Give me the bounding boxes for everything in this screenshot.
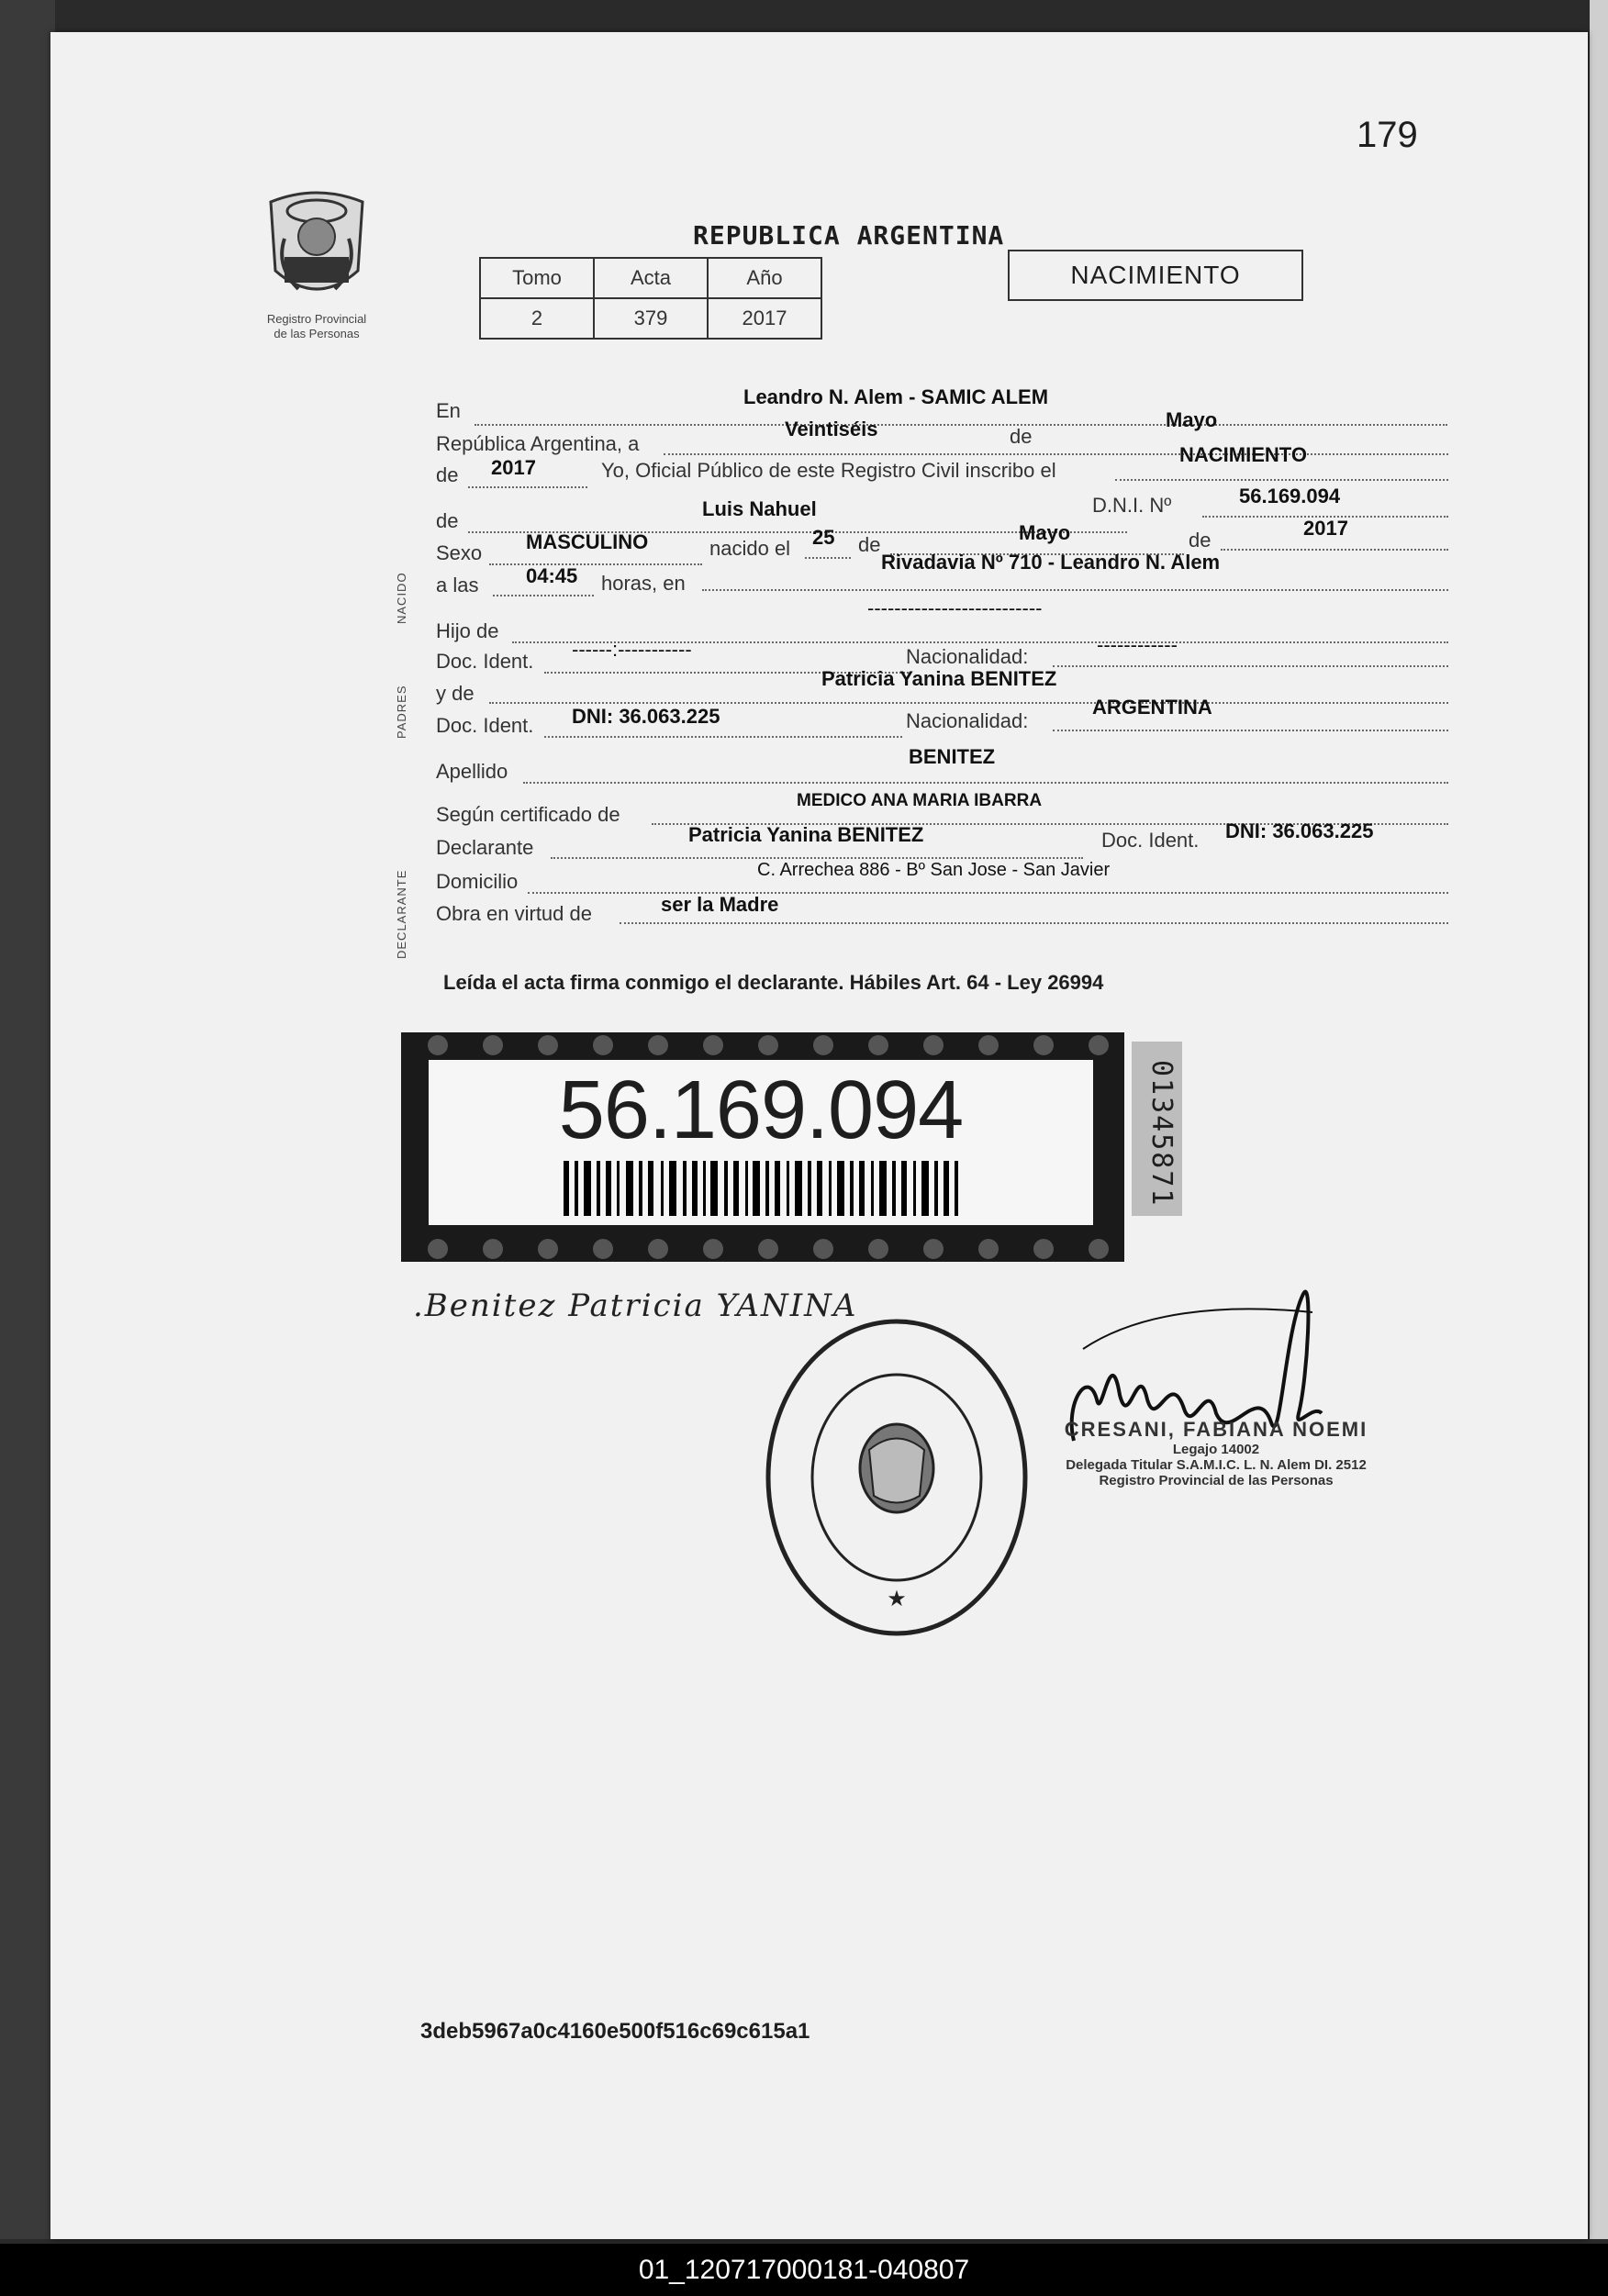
official-seal-icon <box>759 1312 1034 1643</box>
label-doc-ident: Doc. Ident. <box>436 714 534 737</box>
value-day-words: Veintiséis <box>785 418 878 440</box>
value-father-nationality: ------------ <box>1097 633 1178 656</box>
label-certificado: Según certificado de <box>436 803 620 826</box>
dotted-line <box>551 855 1083 859</box>
dotted-line <box>489 562 702 565</box>
label-doc-ident: Doc. Ident. <box>436 650 534 673</box>
svg-text:★: ★ <box>887 1586 907 1611</box>
label-de: de <box>1010 425 1033 448</box>
official-title: Delegada Titular S.A.M.I.C. L. N. Alem DI. 2512 <box>1066 1457 1367 1473</box>
dotted-line <box>1221 547 1448 551</box>
scan-footer-id: 01_120717000181-040807 <box>0 2244 1608 2296</box>
value-certificate: MEDICO ANA MARIA IBARRA <box>797 791 1043 810</box>
label-sexo: Sexo <box>436 541 483 564</box>
ref-value-tomo: 2 <box>480 298 594 339</box>
record-type-box: NACIMIENTO <box>1008 250 1303 301</box>
label-nacido: nacido el <box>709 537 791 560</box>
registry-crest <box>220 184 413 341</box>
value-birth-day: 25 <box>812 526 835 549</box>
label-apellido: Apellido <box>436 760 508 783</box>
value-capacity: ser la Madre <box>661 893 779 916</box>
value-address: C. Arrechea 886 - Bº San Jose - San Javier <box>757 860 1111 880</box>
label-dni: D.N.I. Nº <box>1092 494 1172 517</box>
value-mother-doc: DNI: 36.063.225 <box>572 705 720 728</box>
label-de: de <box>858 533 881 556</box>
value-mother-name: Patricia Yanina BENITEZ <box>821 667 1057 690</box>
label-y-de: y de <box>436 682 475 705</box>
value-mother-nationality: ARGENTINA <box>1092 696 1212 719</box>
ref-header-acta: Acta <box>594 258 708 298</box>
scan-background-left <box>0 0 55 2239</box>
crest-caption-line2: de las Personas <box>274 327 360 340</box>
value-birth-year: 2017 <box>1303 517 1348 540</box>
official-file-number: Legajo 14002 <box>1172 1442 1260 1457</box>
label-hijo: Hijo de <box>436 619 499 642</box>
value-birth-month: Mayo <box>1019 521 1071 544</box>
closing-text: Leída el acta firma conmigo el declarante. Hábiles Art. 64 - Ley 26994 <box>443 971 1104 994</box>
ref-header-tomo: Tomo <box>480 258 594 298</box>
label-en: En <box>436 399 461 422</box>
dotted-line <box>489 700 1448 704</box>
dotted-line <box>544 734 902 738</box>
dotted-line <box>1053 663 1448 667</box>
dotted-line <box>468 485 587 488</box>
dotted-line <box>493 593 594 596</box>
value-surname: BENITEZ <box>909 745 996 768</box>
value-act-type: NACIMIENTO <box>1179 443 1307 466</box>
dotted-line <box>1053 728 1448 731</box>
label-obra: Obra en virtud de <box>436 902 592 925</box>
stamp-serial-number: 01345871 <box>1145 1060 1178 1208</box>
dotted-line <box>475 422 1447 426</box>
side-label-declarant: DECLARANTE <box>395 869 408 959</box>
label-official-text: Yo, Oficial Público de este Registro Civil inscribo el <box>601 459 1056 482</box>
side-label-born: NACIDO <box>395 572 408 624</box>
dotted-line <box>523 780 1448 784</box>
stamp-inner-panel <box>429 1060 1093 1225</box>
label-de: de <box>436 509 459 532</box>
value-father-name: -------------------------- <box>867 596 1043 619</box>
ref-value-anio: 2017 <box>708 298 821 339</box>
label-de: de <box>436 463 459 486</box>
value-place: Leandro N. Alem - SAMIC ALEM <box>743 385 1049 408</box>
stamp-id-number: 56.169.094 <box>558 1064 964 1156</box>
barcode-icon <box>564 1161 958 1216</box>
document-title: REPUBLICA ARGENTINA <box>693 220 1005 251</box>
handwritten-name: .Benitez Patricia YANINA <box>413 1287 858 1324</box>
reference-table <box>479 257 822 340</box>
side-label-parents: PADRES <box>395 685 408 739</box>
label-nacionalidad: Nacionalidad: <box>906 709 1029 732</box>
scan-background-right <box>1590 0 1608 2239</box>
label-declarante: Declarante <box>436 836 534 859</box>
value-month: Mayo <box>1166 408 1218 431</box>
official-stamp-block <box>1033 1418 1400 1488</box>
label-republic: República Argentina, a <box>436 432 640 455</box>
document-hash: 3deb5967a0c4160e500f516c69c615a1 <box>420 2019 810 2044</box>
dotted-line <box>664 451 1448 455</box>
dotted-line <box>805 555 851 559</box>
label-doc-ident: Doc. Ident. <box>1101 829 1200 852</box>
value-birth-time: 04:45 <box>526 564 578 587</box>
ref-value-acta: 379 <box>594 298 708 339</box>
value-declarant: Patricia Yanina BENITEZ <box>688 823 924 846</box>
ref-header-anio: Año <box>708 258 821 298</box>
document-page <box>50 32 1588 2239</box>
value-year: 2017 <box>491 456 536 479</box>
value-birth-place: Rivadavia Nº 710 - Leandro N. Alem <box>881 551 1221 574</box>
official-name: CRESANI, FABIANA NOEMI <box>1064 1418 1368 1441</box>
crest-caption-line1: Registro Provincial <box>266 312 367 326</box>
value-child-dni: 56.169.094 <box>1239 485 1341 507</box>
dotted-line <box>1115 477 1448 481</box>
value-child-name: Luis Nahuel <box>702 497 817 520</box>
dotted-line <box>620 920 1448 924</box>
label-de: de <box>1189 529 1212 552</box>
label-horas: horas, en <box>601 572 686 595</box>
label-a-las: a las <box>436 574 479 596</box>
crest-emblem-icon <box>257 184 376 312</box>
dotted-line <box>702 587 1448 591</box>
stamp-serial-label <box>1132 1042 1182 1216</box>
value-father-doc: ------:----------- <box>572 638 692 661</box>
label-nacionalidad: Nacionalidad: <box>906 645 1029 668</box>
label-domicilio: Domicilio <box>436 870 519 893</box>
page-number: 179 <box>1357 115 1418 155</box>
value-declarant-doc: DNI: 36.063.225 <box>1225 819 1374 842</box>
value-sex: MASCULINO <box>526 530 649 553</box>
official-registry: Registro Provincial de las Personas <box>1099 1473 1334 1488</box>
